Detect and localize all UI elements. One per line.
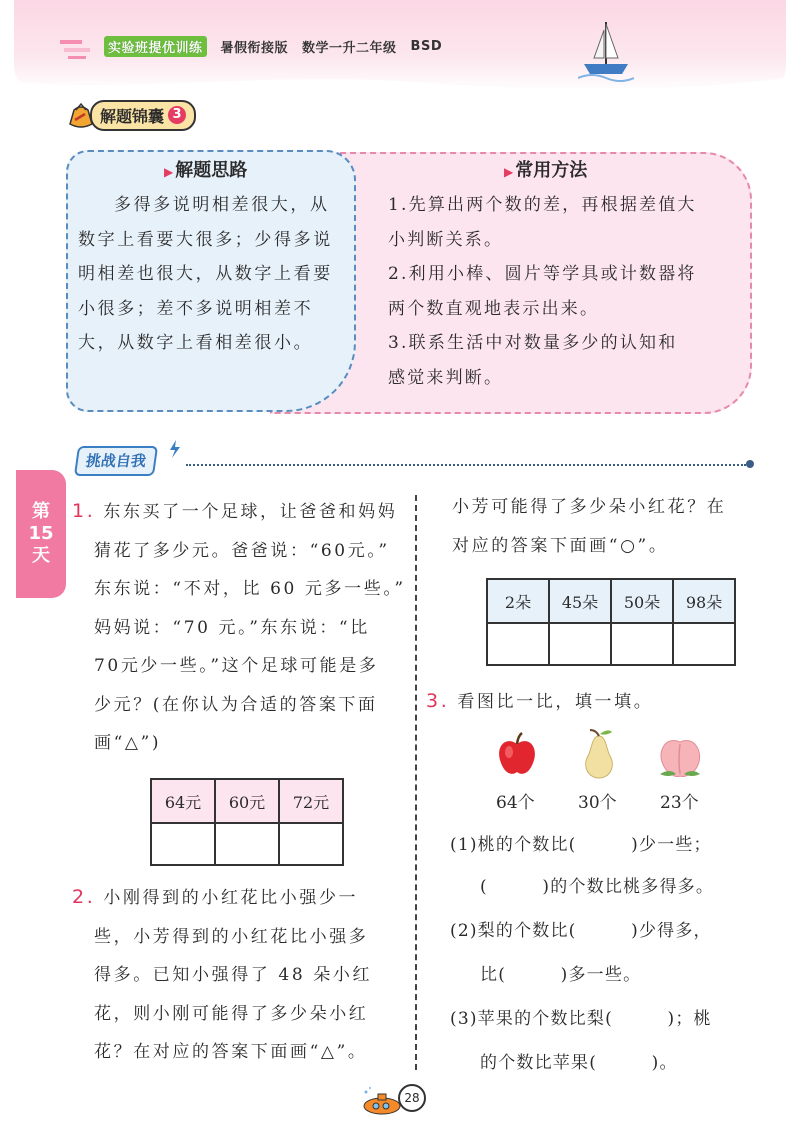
approach-line: 数字上看要大很多；少得多说 (78, 229, 333, 250)
header-wave (14, 72, 786, 92)
methods-title-text: 常用方法 (515, 160, 588, 181)
problem-line: 70元少一些。”这个足球可能是多 (94, 656, 379, 676)
apple-icon (496, 732, 538, 778)
option-cell: 2朵 (487, 579, 549, 623)
challenge-dot (746, 460, 754, 468)
answer-cell[interactable] (279, 823, 343, 865)
day-tab-number: 15 (28, 523, 54, 544)
approach-line: 多得多说明相差很大，从 (114, 195, 330, 215)
answer-cell[interactable] (673, 623, 735, 665)
logo-mark-icon (60, 36, 96, 60)
question-2b: 比( )多一些。 (480, 965, 642, 985)
problem-line: 些，小芳得到的小红花比小强多 (94, 926, 369, 947)
option-cell: 60元 (215, 779, 279, 823)
question-3b: 的个数比苹果( )。 (480, 1053, 678, 1073)
answer-table-1 (150, 778, 344, 866)
problem-number: 1. (72, 500, 96, 522)
approach-line: 大，从数字上看相差很小。 (78, 333, 314, 353)
answer-cell[interactable] (549, 623, 611, 665)
answer-cell[interactable] (151, 823, 215, 865)
methods-title (504, 156, 587, 182)
approach-line: 明相差也很大，从数字上看要 (78, 264, 333, 284)
day-tab (16, 470, 66, 598)
methods-text (388, 188, 740, 395)
option-cell: 45朵 (549, 579, 611, 623)
problem-intro: 看图比一比，填一填。 (457, 692, 654, 712)
problem-line: 猜花了多少元。爸爸说：“60元。” (94, 540, 390, 561)
arrow-right-icon: ▶ (504, 165, 514, 179)
code-label: BSD (410, 39, 443, 54)
header-text (104, 36, 442, 57)
series-name: 实验班提优训练 (104, 36, 207, 57)
problem-line: 少元？(在你认为合适的答案下面 (94, 694, 378, 715)
column-divider (415, 495, 417, 1070)
methods-line: 3.联系生活中对数量多少的认知和 (388, 333, 678, 353)
problem-number: 2. (72, 886, 96, 908)
question-2a: (2)梨的个数比( )少得多， (450, 921, 712, 941)
subject-label: 数学一升二年级 (302, 41, 397, 56)
tips-number: 3 (168, 106, 186, 124)
problem-line: 得多。已知小强得了 48 朵小红 (94, 965, 373, 985)
approach-title (164, 156, 247, 182)
apple-count: 64个 (496, 793, 535, 813)
pear-count: 30个 (578, 793, 617, 813)
challenge-title: 挑战自我 (74, 446, 158, 476)
day-tab-line: 第 (32, 501, 50, 522)
problem-line: 花，则小刚可能得了多少朵小红 (94, 1003, 369, 1024)
option-cell: 98朵 (673, 579, 735, 623)
problem-line: 东东说：“不对，比 60 元多一些。” (94, 579, 406, 599)
methods-line: 小判断关系。 (388, 229, 504, 250)
answer-cell[interactable] (215, 823, 279, 865)
methods-line: 1.先算出两个数的差，再根据差值大 (388, 195, 697, 215)
lightning-icon (168, 440, 182, 458)
approach-title-text: 解题思路 (175, 160, 248, 181)
option-cell: 72元 (279, 779, 343, 823)
page-number: 28 (398, 1084, 426, 1112)
methods-line: 两个数直观地表示出来。 (388, 298, 600, 319)
problem-2 (72, 878, 412, 1072)
methods-line: 2.利用小棒、圆片等学具或计数器将 (388, 264, 697, 284)
methods-line: 感觉来判断。 (388, 367, 504, 388)
problem-1 (72, 492, 412, 763)
option-cell: 50朵 (611, 579, 673, 623)
pear-icon (578, 728, 620, 780)
problem-line: 小芳可能得了多少朵小红花？在 (452, 497, 727, 517)
peach-icon (656, 734, 704, 780)
problem-line: 画“△”) (94, 733, 162, 753)
problem-line: 东东买了一个足球，让爸爸和妈妈 (103, 502, 398, 522)
approach-line: 小很多；差不多说明相差不 (78, 298, 314, 319)
sailboat-icon (578, 18, 634, 82)
tips-pill (90, 100, 196, 131)
problem-line: 小刚得到的小红花比小强少一 (103, 888, 359, 908)
arrow-right-icon: ▶ (164, 165, 174, 179)
edition-label: 暑假衔接版 (220, 41, 289, 56)
problem-line: 妈妈说：“70 元。”东东说：“比 (94, 617, 370, 638)
answer-table-2 (486, 578, 736, 666)
question-1a: (1)桃的个数比( )少一些； (450, 835, 712, 855)
problem-line: 对应的答案下面画“○”。 (452, 535, 669, 556)
challenge-divider (186, 464, 746, 466)
answer-cell[interactable] (487, 623, 549, 665)
answer-cell[interactable] (611, 623, 673, 665)
problem-line: 花？在对应的答案下面画“△”。 (94, 1042, 368, 1062)
option-cell: 64元 (151, 779, 215, 823)
problem-number: 3. (426, 690, 450, 712)
tips-title (66, 100, 196, 130)
day-tab-line: 天 (32, 545, 50, 566)
problem-2-continued (452, 488, 762, 565)
question-3a: (3)苹果的个数比梨( )；桃 (450, 1009, 712, 1029)
tips-title-text: 解题锦囊 (100, 106, 165, 126)
problem-3 (426, 682, 766, 722)
peach-count: 23个 (660, 793, 699, 813)
question-1b: ( )的个数比桃多得多。 (480, 877, 715, 897)
approach-text (78, 188, 350, 361)
